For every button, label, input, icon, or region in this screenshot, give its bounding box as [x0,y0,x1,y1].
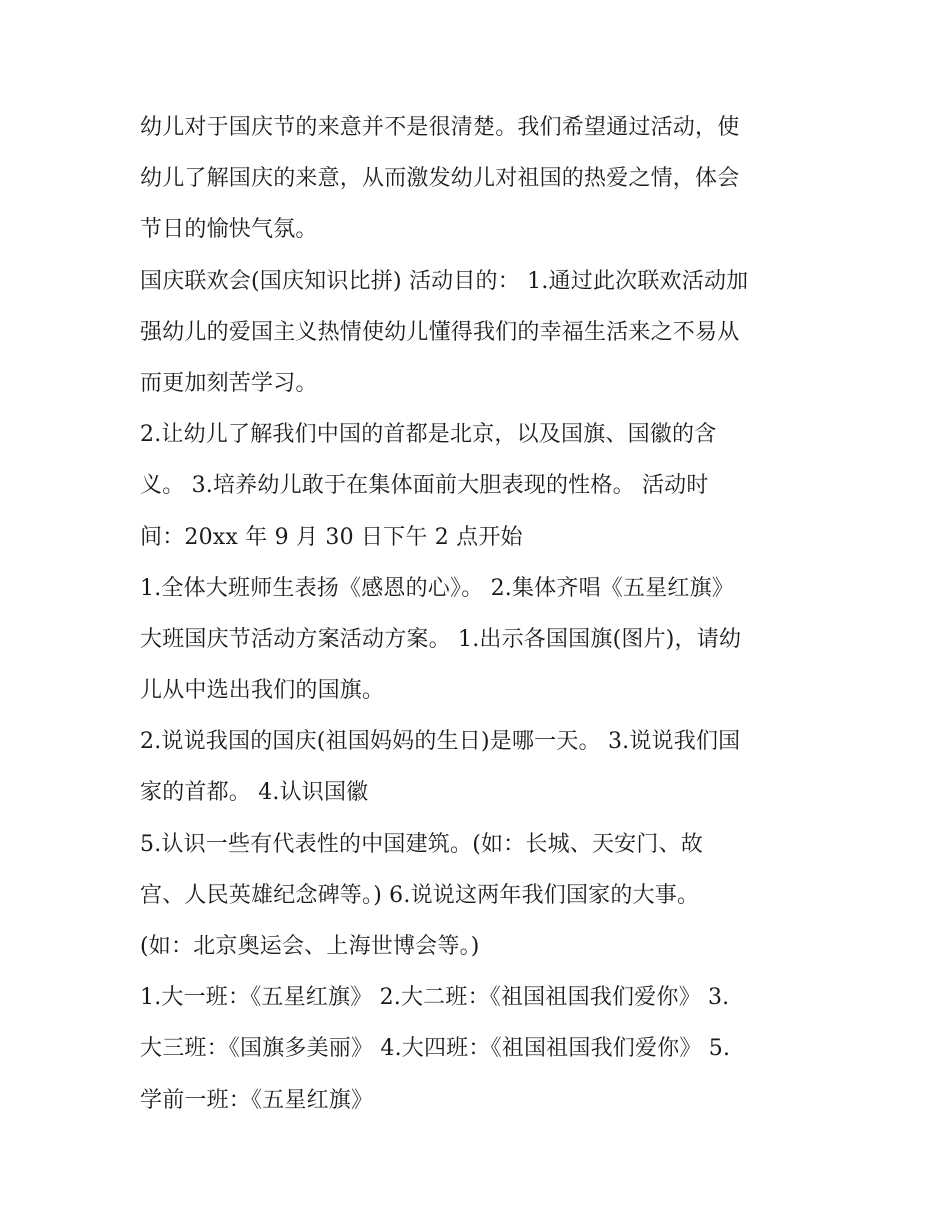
text-line: 2.说说我国的国庆(祖国妈妈的生日)是哪一天。 3.说说我们国 [140,729,741,755]
text-line: 节日的愉快气氛。 [140,217,318,243]
text-line: 大三班：《国旗多美丽》 4.大四班：《祖国祖国我们爱你》 5. [140,1036,731,1062]
text-line: 幼儿了解国庆的来意，从而激发幼儿对祖国的热爱之情，体会 [140,166,740,192]
text-line: 幼儿对于国庆节的来意并不是很清楚。我们希望通过活动，使 [140,115,740,140]
text-line: 1.全体大班师生表扬《感恩的心》。 2.集体齐唱《五星红旗》 [140,575,734,601]
text-line: 强幼儿的爱国主义热情使幼儿懂得我们的幸福生活来之不易从 [140,319,740,345]
text-line: 大班国庆节活动方案活动方案。 1.出示各国国旗(图片)，请幼 [140,626,742,652]
text-line: 儿从中选出我们的国旗。 [140,678,385,704]
text-line: 2.让幼儿了解我们中国的首都是北京，以及国旗、国徽的含 [140,422,717,448]
body-text [140,108,830,1132]
text-line: 国庆联欢会(国庆知识比拼) 活动目的： 1.通过此次联欢活动加 [140,268,749,294]
text-line: 义。 3.培养幼儿敢于在集体面前大胆表现的性格。 活动时 [140,473,709,499]
text-line: 而更加刻苦学习。 [140,370,318,396]
text-line: 5.认识一些有代表性的中国建筑。(如：长城、天安门、故 [140,831,703,857]
text-line: 宫、人民英雄纪念碑等。) 6.说说这两年我们国家的大事。 [140,882,700,908]
text-line: 家的首都。 4.认识国徽 [140,780,369,806]
text-line: 1.大一班：《五星红旗》 2.大二班：《祖国祖国我们爱你》 3. [140,985,730,1011]
text-line: (如：北京奥运会、上海世博会等。) [140,934,480,959]
text-line: 学前一班：《五星红旗》 [140,1087,374,1113]
text-line: 间：20xx 年 9 月 30 日下午 2 点开始 [140,524,523,550]
